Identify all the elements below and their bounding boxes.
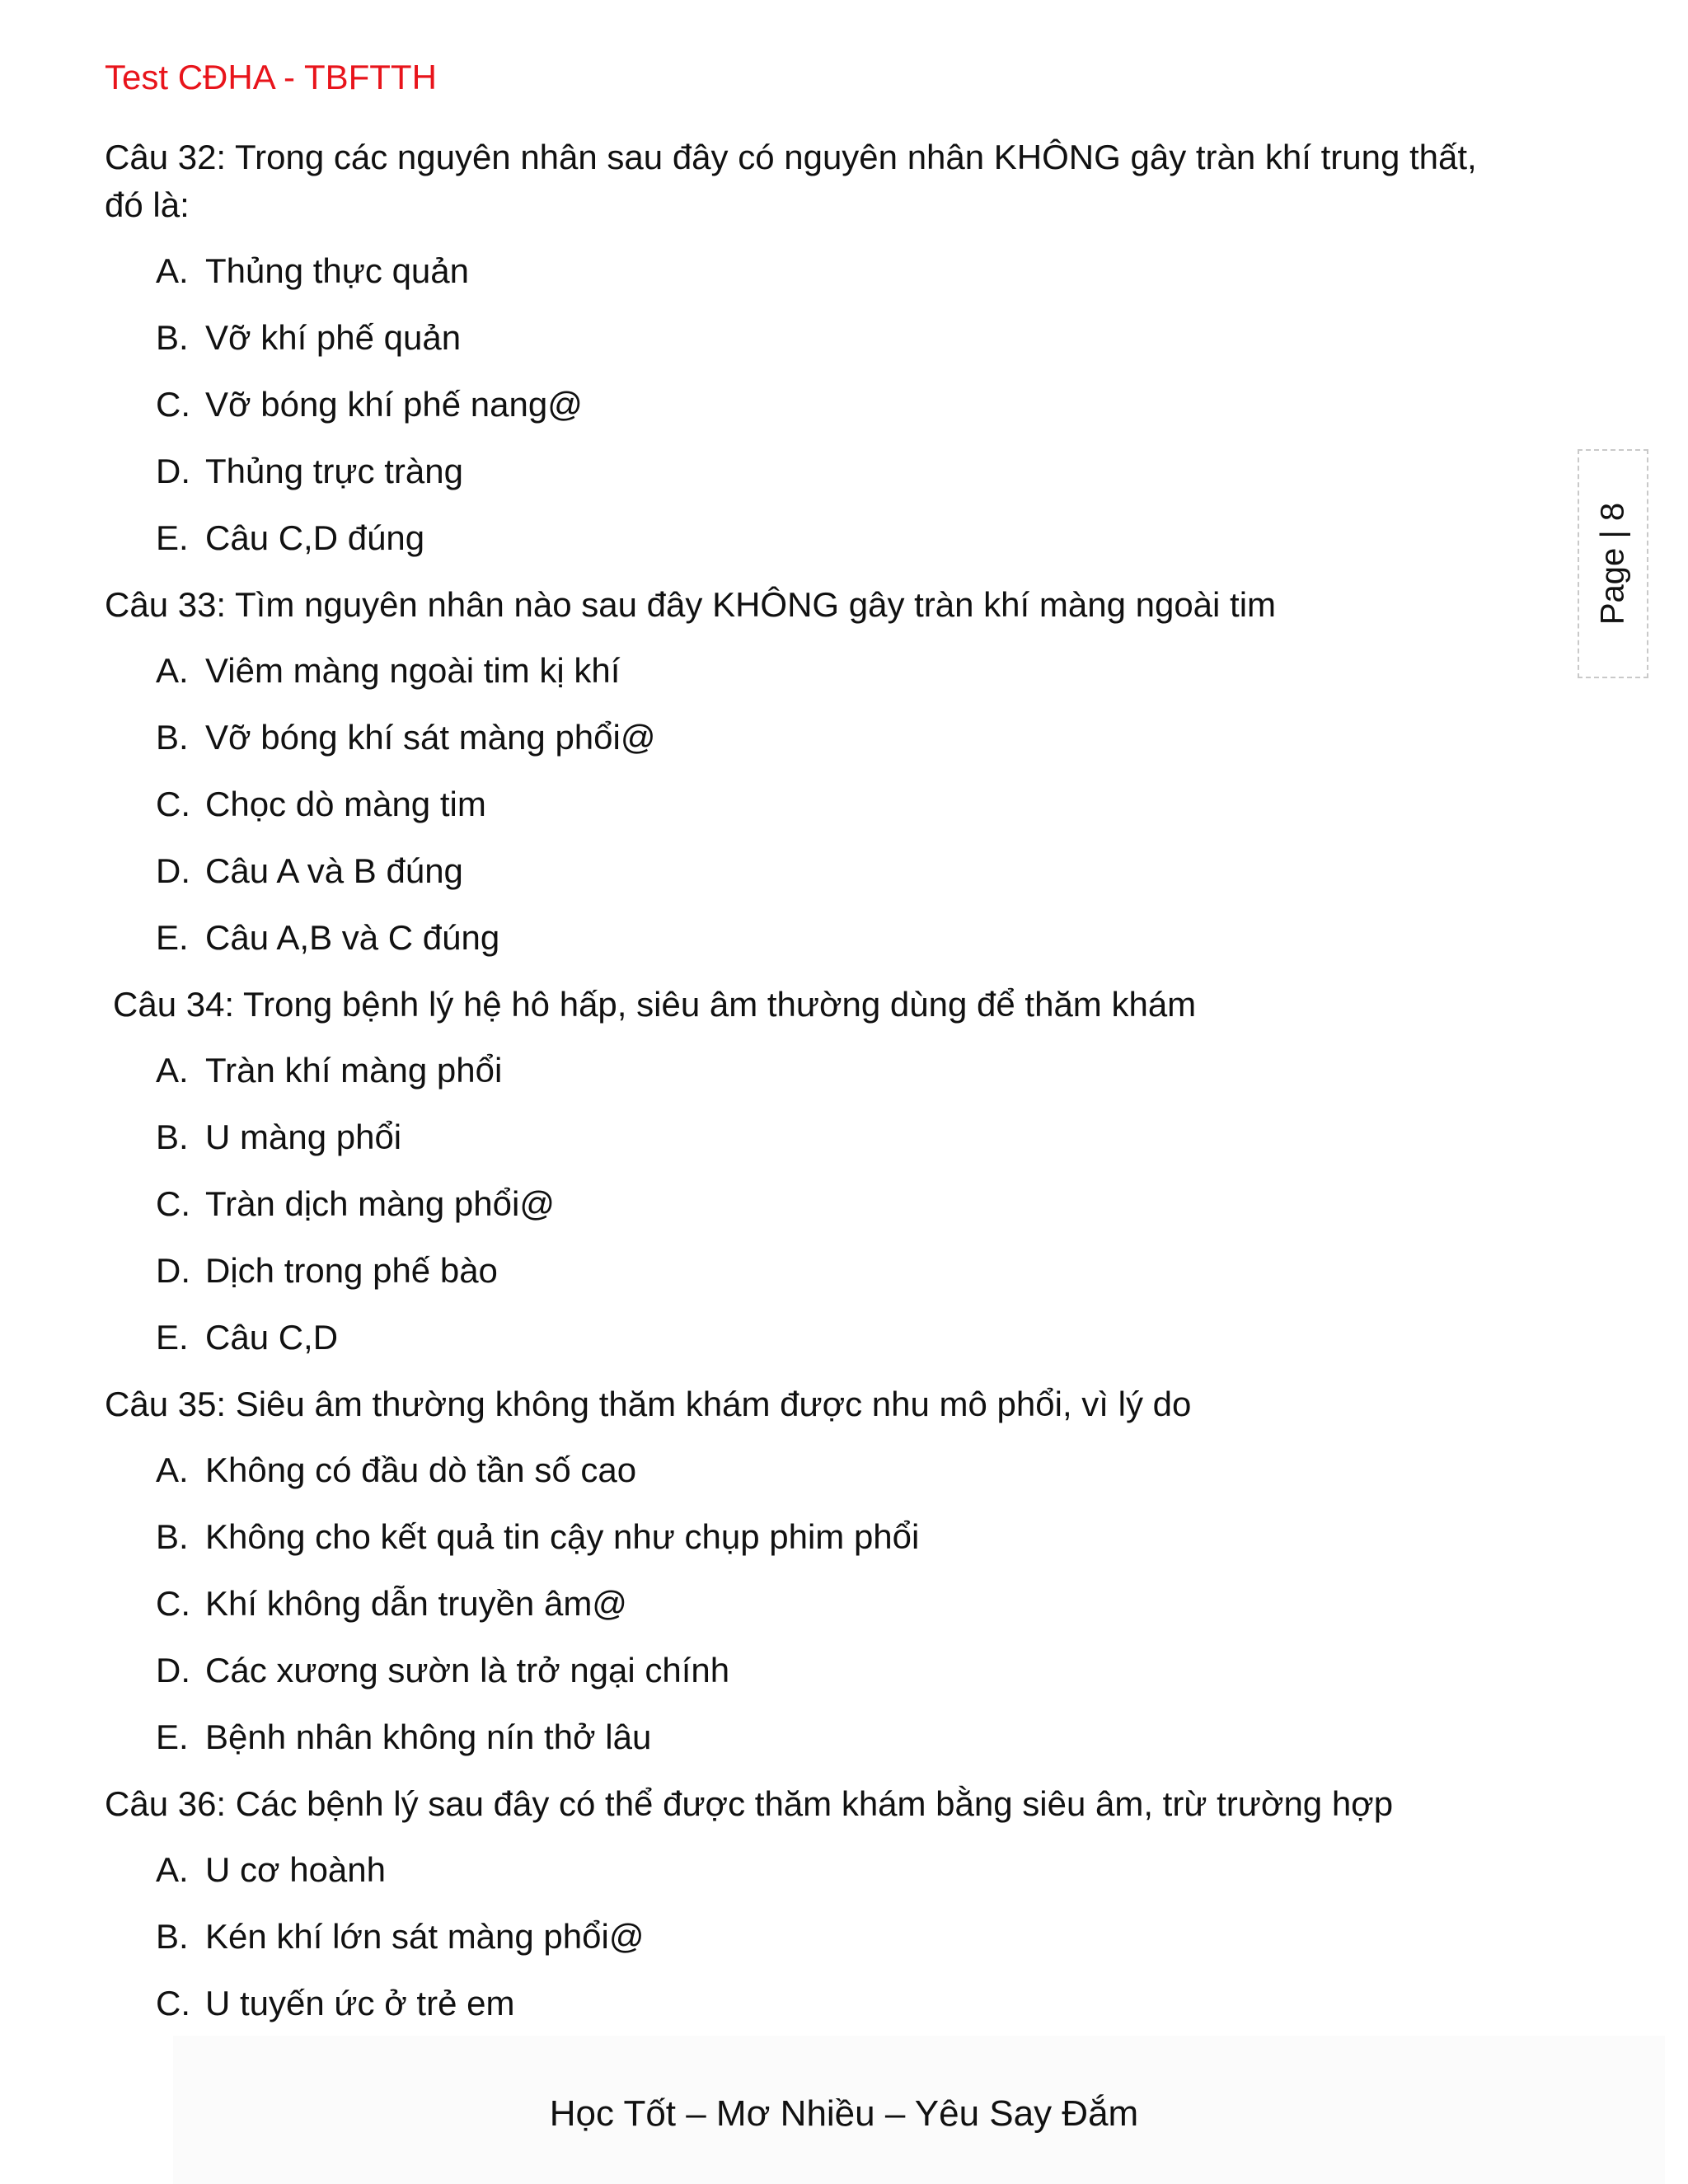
question-text: Câu 35: Siêu âm thường không thăm khám được nhu mô phổi, vì lý do	[105, 1385, 1192, 1423]
answer-option	[156, 448, 1522, 495]
answer-option	[156, 1513, 1522, 1561]
option-text: Không có đầu dò tần số cao	[205, 1451, 637, 1489]
option-letter: A.	[156, 1850, 189, 1889]
option-text: Vỡ bóng khí phế nang@	[205, 385, 583, 424]
answer-option	[156, 1647, 1522, 1694]
option-text: Dịch trong phế bào	[205, 1251, 498, 1290]
answer-option	[156, 1713, 1522, 1761]
answer-option	[156, 247, 1522, 295]
option-text: U tuyến ức ở trẻ em	[205, 1984, 515, 2022]
option-letter: E.	[156, 518, 189, 557]
answer-option	[156, 914, 1522, 962]
option-letter: A.	[156, 1451, 189, 1489]
answer-option	[156, 780, 1522, 828]
question-35	[105, 1380, 1522, 1761]
option-text: U màng phổi	[205, 1118, 402, 1156]
option-letter: E.	[156, 1318, 189, 1357]
answer-option	[156, 514, 1522, 562]
option-letter: B.	[156, 718, 189, 757]
option-text: Khí không dẫn truyền âm@	[205, 1584, 627, 1623]
question-text: Câu 33: Tìm nguyên nhân nào sau đây KHÔNG gây tràn khí màng ngoài tim	[105, 585, 1277, 624]
question-33	[105, 581, 1522, 962]
option-letter: A.	[156, 251, 189, 290]
option-letter: B.	[156, 1917, 189, 1956]
option-text: Viêm màng ngoài tim kị khí	[205, 651, 621, 690]
question-text: Câu 36: Các bệnh lý sau đây có thể được thăm khám bằng siêu âm, trừ trường hợp	[105, 1784, 1394, 1823]
option-letter: B.	[156, 1517, 189, 1556]
option-text: Không cho kết quả tin cậy như chụp phim phổi	[205, 1517, 920, 1556]
answer-option	[156, 1314, 1522, 1361]
option-letter: E.	[156, 918, 189, 957]
answer-option	[156, 847, 1522, 895]
option-letter: B.	[156, 1118, 189, 1156]
question-34	[105, 981, 1522, 1361]
option-letter: A.	[156, 651, 189, 690]
option-letter: D.	[156, 851, 190, 890]
option-text: U cơ hoành	[205, 1850, 387, 1889]
option-text: Vỡ khí phế quản	[205, 318, 462, 357]
option-letter: D.	[156, 1251, 190, 1290]
answer-option	[156, 1913, 1522, 1961]
option-text: Vỡ bóng khí sát màng phổi@	[205, 718, 656, 757]
page-number: Page | 8	[1594, 502, 1631, 626]
option-text: Thủng thực quản	[205, 251, 470, 290]
option-letter: D.	[156, 1651, 190, 1690]
page-number-box	[1578, 449, 1648, 678]
answer-option	[156, 1446, 1522, 1494]
question-36	[105, 1780, 1522, 2027]
option-letter: C.	[156, 1984, 190, 2022]
option-text: Chọc dò màng tim	[205, 785, 486, 823]
answer-option	[156, 381, 1522, 429]
document-header-title: Test CĐHA - TBFTTH	[105, 58, 437, 96]
option-text: Câu A,B và C đúng	[205, 918, 500, 957]
option-text: Câu A và B đúng	[205, 851, 463, 890]
answer-option	[156, 1113, 1522, 1161]
answer-option	[156, 1580, 1522, 1628]
footer-motto: Học Tốt – Mơ Nhiều – Yêu Say Đắm	[549, 2093, 1139, 2134]
option-letter: D.	[156, 452, 190, 490]
option-text: Bệnh nhân không nín thở lâu	[205, 1718, 652, 1756]
option-text: Các xương sườn là trở ngại chính	[205, 1651, 730, 1690]
option-letter: E.	[156, 1718, 189, 1756]
option-text: Kén khí lớn sát màng phổi@	[205, 1917, 645, 1956]
answer-option	[156, 314, 1522, 362]
answer-option	[156, 1047, 1522, 1094]
option-text: Câu C,D	[205, 1318, 339, 1357]
question-text: Câu 32: Trong các nguyên nhân sau đây có nguyên nhân KHÔNG gây tràn khí trung thất, đó là:	[105, 138, 1477, 224]
option-letter: C.	[156, 1184, 190, 1223]
option-text: Tràn khí màng phổi	[205, 1051, 503, 1090]
option-letter: A.	[156, 1051, 189, 1090]
option-letter: C.	[156, 1584, 190, 1623]
option-letter: C.	[156, 385, 190, 424]
answer-option	[156, 647, 1522, 695]
option-text: Thủng trực tràng	[205, 452, 463, 490]
question-32	[105, 134, 1522, 562]
option-text: Câu C,D đúng	[205, 518, 425, 557]
answer-option	[156, 1846, 1522, 1894]
option-letter: C.	[156, 785, 190, 823]
question-text: Câu 34: Trong bệnh lý hệ hô hấp, siêu âm thường dùng để thăm khám	[113, 985, 1197, 1024]
question-list	[105, 134, 1522, 2046]
answer-option	[156, 1180, 1522, 1228]
answer-option	[156, 714, 1522, 762]
option-letter: B.	[156, 318, 189, 357]
answer-option	[156, 1980, 1522, 2027]
option-text: Tràn dịch màng phổi@	[205, 1184, 555, 1223]
answer-option	[156, 1247, 1522, 1295]
